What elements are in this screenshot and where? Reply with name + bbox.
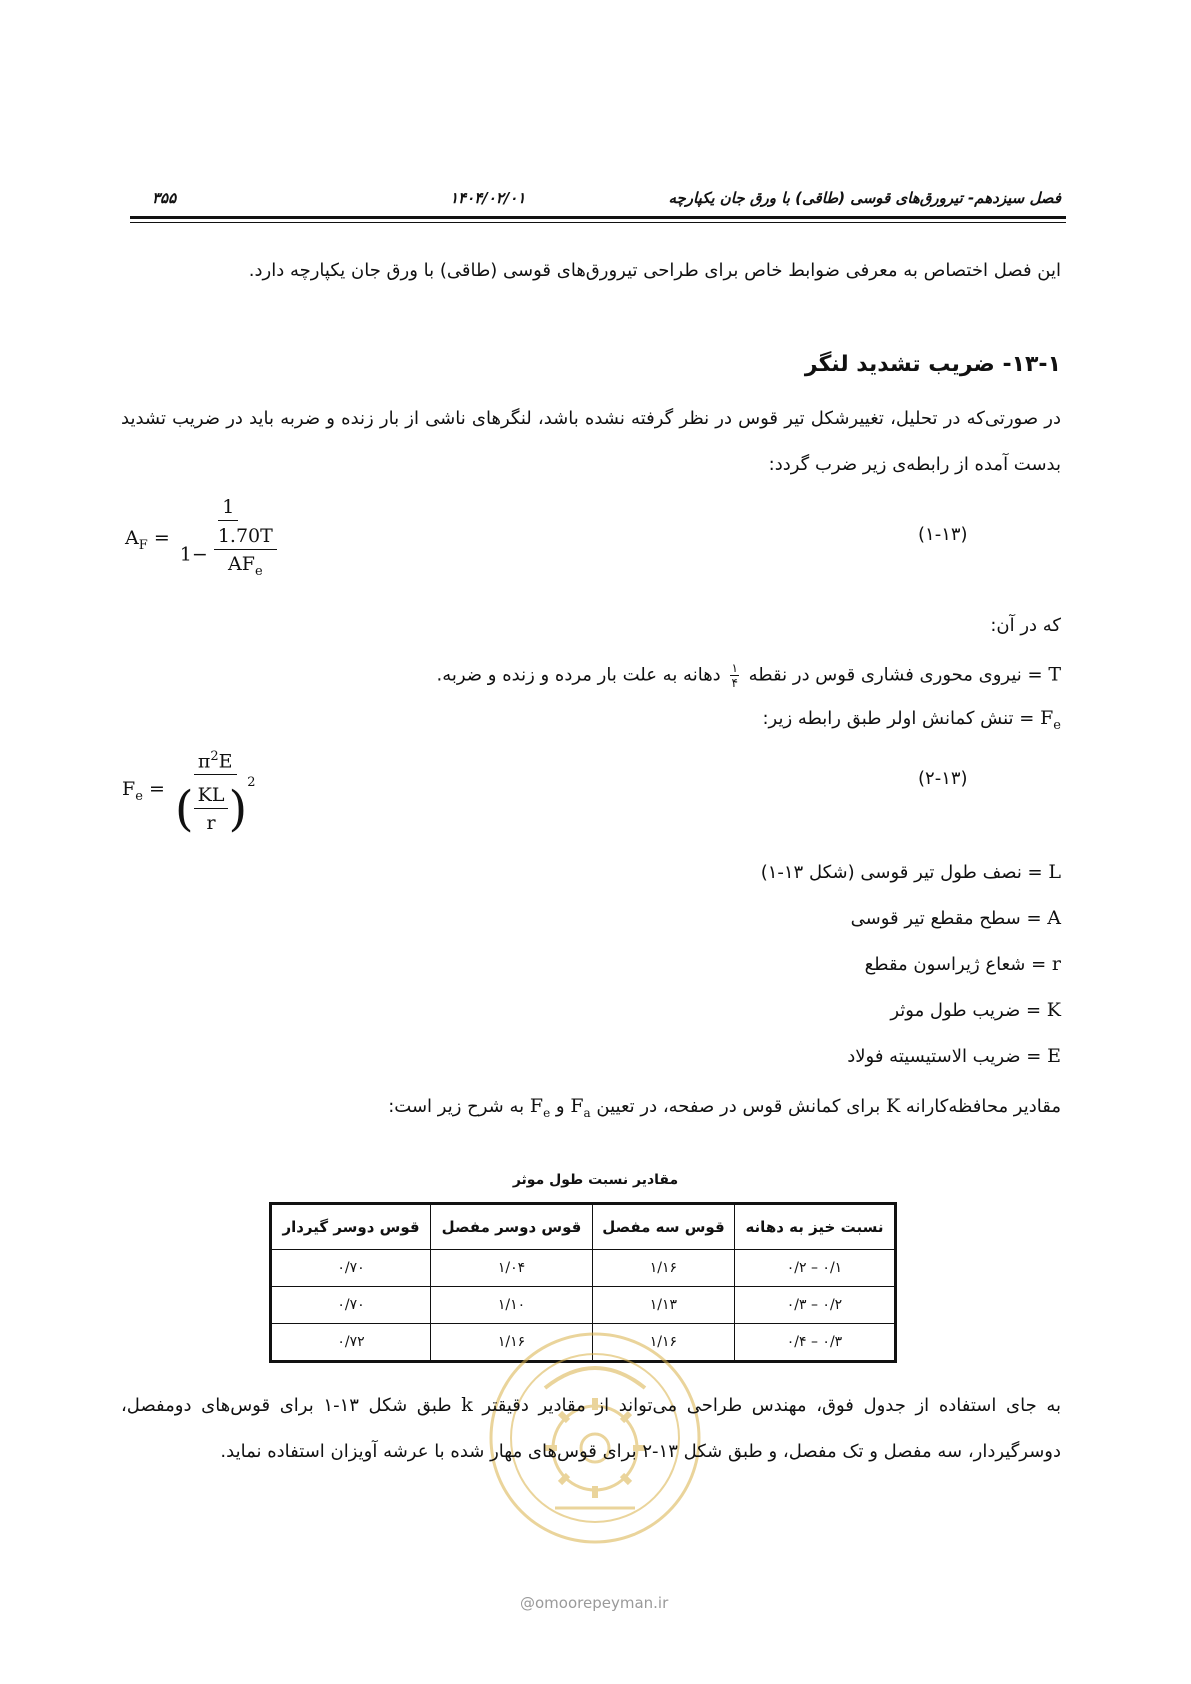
symbol-Fa-sub: a bbox=[583, 1105, 591, 1120]
definition-r-text: = شعاع ژیراسون مقطع bbox=[864, 954, 1047, 975]
section-paragraph: در صورتی‌که در تحلیل، تغییرشکل تیر قوس در نظر گرفته نشده باشد، لنگرهای ناشی از بار زنده و ضربه باید در ضریب تشدید بدست آمده از رابطه‌ی زیر ضرب گردد: bbox=[121, 408, 1061, 475]
definition-Fe bbox=[762, 707, 1061, 733]
eq2-inner-denominator: r bbox=[206, 811, 216, 834]
symbol-F-sub: e bbox=[1053, 717, 1061, 733]
symbol-L: L bbox=[1048, 861, 1061, 883]
table-cell: ۰/۷۲ bbox=[271, 1324, 431, 1362]
symbol-F: F bbox=[1040, 707, 1054, 729]
table-cell: ۱/۱۶ bbox=[592, 1324, 734, 1362]
definition-T-text-2: دهانه به علت بار مرده و زنده و ضربه. bbox=[436, 664, 721, 686]
symbol-K-inline: K bbox=[885, 1095, 901, 1117]
table-cell: ۱/۰۴ bbox=[431, 1250, 593, 1287]
definition-L bbox=[761, 861, 1061, 883]
quarter-denominator: ۴ bbox=[731, 676, 738, 690]
where-label: که در آن: bbox=[990, 615, 1061, 636]
eq1-inner-den-sub: e bbox=[254, 563, 263, 579]
definition-T-text-1: = نیروی محوری فشاری قوس در نقطه bbox=[748, 664, 1043, 686]
table-title: مقادیر نسبت طول موثر bbox=[512, 1172, 679, 1188]
symbol-A: A bbox=[1047, 907, 1061, 929]
table-cell: ۱/۱۶ bbox=[431, 1324, 593, 1362]
after-table-part-1: به جای استفاده از جدول فوق، مهندس طراحی می‌تواند از مقادیر دقیقتر bbox=[482, 1395, 1061, 1416]
eq2-equals: = bbox=[148, 777, 165, 800]
equation-1 bbox=[125, 494, 281, 586]
definition-K bbox=[890, 999, 1061, 1021]
eq1-equals: = bbox=[153, 526, 170, 549]
header-rise-span: نسبت خیز به دهانه bbox=[734, 1204, 895, 1250]
eq2-inner-numerator: KL bbox=[194, 782, 229, 809]
k-values-sentence bbox=[388, 1095, 1061, 1120]
after-table-paragraph bbox=[121, 1382, 1061, 1475]
k-sentence-part-4: به شرح زیر است: bbox=[388, 1096, 525, 1117]
symbol-Fe-inline: F bbox=[529, 1095, 544, 1117]
equation-1-number: (۱-۱۳) bbox=[918, 524, 968, 545]
definition-E-text: = ضریب الاستیسیته فولاد bbox=[847, 1046, 1042, 1067]
table-cell: ۰/۲ – ۰/۳ bbox=[734, 1287, 895, 1324]
eq2-pi-exp: 2 bbox=[210, 749, 219, 764]
table-cell: ۱/۱۰ bbox=[431, 1287, 593, 1324]
header-fixed: قوس دوسر گیردار bbox=[271, 1204, 431, 1250]
definition-L-text: = نصف طول تیر قوسی (شکل ۱۳-۱) bbox=[760, 862, 1043, 883]
header-rule-thin bbox=[130, 222, 1066, 223]
symbol-E: E bbox=[1047, 1045, 1061, 1067]
k-sentence-part-2: برای کمانش قوس در صفحه، در تعیین bbox=[596, 1096, 881, 1117]
quarter-numerator: ۱ bbox=[731, 661, 738, 675]
page-number: ۳۵۵ bbox=[152, 189, 177, 207]
k-sentence-part-1: مقادیر محافظه‌کارانه bbox=[905, 1096, 1061, 1117]
symbol-Fa: F bbox=[570, 1095, 584, 1117]
right-paren: ) bbox=[228, 781, 248, 838]
symbol-T: T bbox=[1048, 663, 1061, 686]
eq1-lhs-sub: F bbox=[138, 537, 148, 553]
chapter-header: فصل سیزدهم- تیرورق‌های قوسی (طاقی) با ورق جان یکپارچه bbox=[668, 189, 1061, 207]
symbol-r: r bbox=[1051, 953, 1061, 975]
table-row bbox=[271, 1250, 896, 1287]
eq1-numerator: 1 bbox=[218, 494, 238, 521]
definition-T bbox=[436, 661, 1061, 690]
intro-paragraph: این فصل اختصاص به معرفی ضوابط خاص برای طراحی تیرورق‌های قوسی (طاقی) با ورق جان یکپارچه دارد. bbox=[248, 260, 1061, 281]
equation-2-number: (۲-۱۳) bbox=[918, 768, 968, 789]
table-cell: ۰/۳ – ۰/۴ bbox=[734, 1324, 895, 1362]
watermark-url: @omoorepeyman.ir bbox=[520, 1594, 669, 1612]
eq2-lhs: F bbox=[122, 777, 136, 800]
eq1-lhs: A bbox=[125, 526, 139, 549]
after-table-part-2: طبق شکل ۱۳-۱ برای قوس‌های دومفصل، دوسرگیردار، سه مفصل و تک مفصل، و طبق شکل ۱۳-۲ برای قوس‌های مهار شده با عرشه آویزان استفاده نماید. bbox=[121, 1395, 1061, 1462]
header-two-hinged: قوس دوسر مفصل bbox=[431, 1204, 593, 1250]
eq2-pi: π bbox=[197, 750, 211, 773]
table-row bbox=[271, 1287, 896, 1324]
eq1-inner-numerator: 1.70T bbox=[214, 523, 277, 550]
table-cell: ۱/۱۳ bbox=[592, 1287, 734, 1324]
eq1-inner-denominator: AF bbox=[228, 553, 255, 575]
definition-K-text: = ضریب طول موثر bbox=[890, 1000, 1042, 1021]
header-three-hinged: قوس سه مفصل bbox=[592, 1204, 734, 1250]
table-cell: ۰/۷۰ bbox=[271, 1250, 431, 1287]
definition-A bbox=[851, 907, 1061, 929]
definition-A-text: = سطح مقطع تیر قوسی bbox=[850, 908, 1042, 929]
table-cell: ۰/۱ – ۰/۲ bbox=[734, 1250, 895, 1287]
symbol-K: K bbox=[1046, 999, 1061, 1021]
symbol-Fe-inline-sub: e bbox=[543, 1105, 551, 1120]
symbol-k-lower: k bbox=[461, 1394, 473, 1416]
table-cell: ۰/۷۰ bbox=[271, 1287, 431, 1324]
definition-Fe-text: = تنش کمانش اولر طبق رابطه زیر: bbox=[762, 708, 1035, 729]
header-date: ۱۴۰۴/۰۲/۰۱ bbox=[450, 189, 526, 207]
definition-r bbox=[865, 953, 1061, 975]
eq2-exponent: 2 bbox=[247, 775, 256, 791]
table-header-row bbox=[271, 1204, 896, 1250]
definition-E bbox=[847, 1045, 1061, 1067]
k-sentence-and: و bbox=[555, 1096, 565, 1117]
table-cell: ۱/۱۶ bbox=[592, 1250, 734, 1287]
equation-2 bbox=[122, 744, 259, 837]
section-title: ۱۳-۱- ضریب تشدید لنگر bbox=[804, 352, 1061, 377]
eq1-den-prefix: 1− bbox=[179, 543, 208, 566]
header-rule-thick bbox=[130, 216, 1066, 219]
eq2-lhs-sub: e bbox=[135, 788, 143, 804]
left-paren: ( bbox=[174, 781, 194, 838]
eq2-E: E bbox=[218, 750, 233, 773]
